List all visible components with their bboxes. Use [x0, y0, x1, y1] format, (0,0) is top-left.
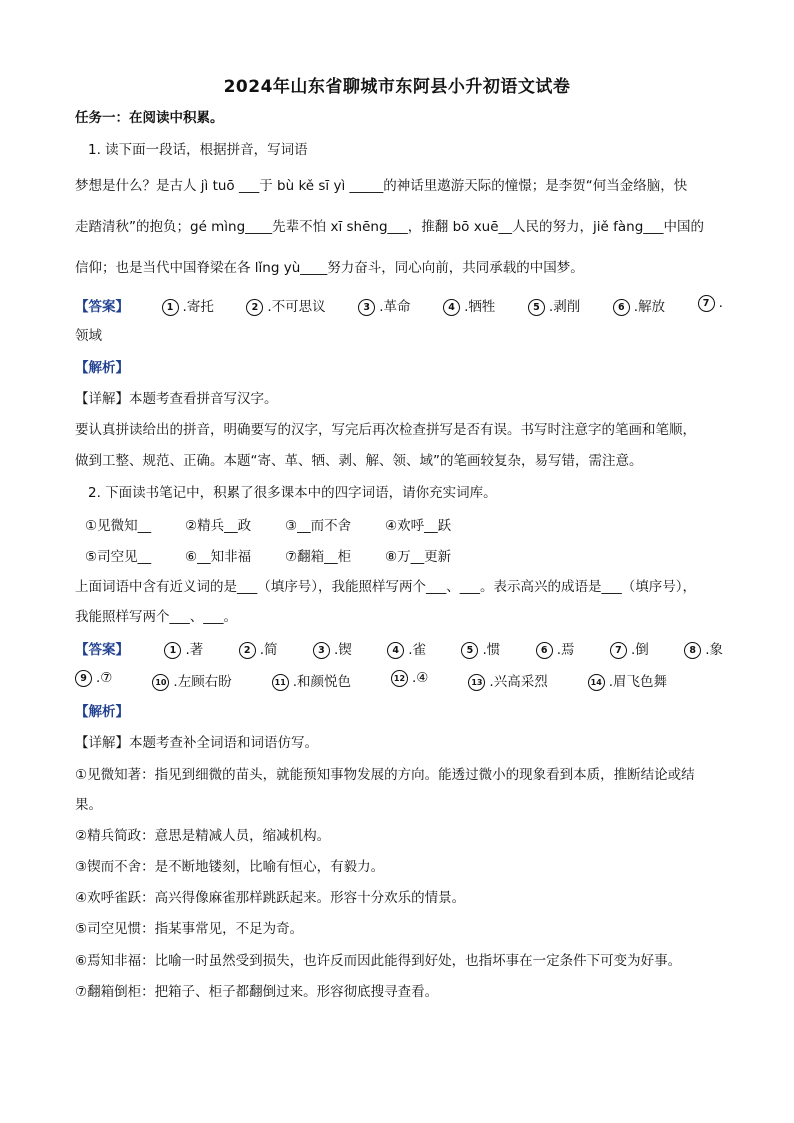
answer-item: 10 .左顾右盼	[152, 670, 231, 691]
answer-item: 5 .剥削	[528, 295, 580, 316]
number-icon: 2	[239, 642, 256, 659]
q1-detail: 【详解】本题考查看拼音写汉字。	[75, 391, 278, 407]
answer-item: 4 .雀	[387, 638, 426, 659]
q2-explain-1b: 果。	[75, 797, 102, 813]
q2-explain-7: ⑦翻箱倒柜：把箱子、柜子都翻倒过来。形容彻底搜寻查看。	[75, 984, 439, 1000]
q1-stem: 1. 读下面一段话，根据拼音，写词语	[88, 142, 308, 158]
answer-item: 11 .和颜悦色	[272, 670, 351, 691]
q1-passage-line2: 走踏清秋”的抱负；gé mìng____先辈不怕 xī shēng___，推翻 bō xuē__人民的努力，jiě fàng___中国的	[75, 219, 705, 235]
number-icon: 8	[684, 642, 701, 659]
number-icon: 10	[152, 674, 169, 691]
number-icon: 5	[461, 642, 478, 659]
word-item: ⑦翻箱__柜	[285, 549, 352, 565]
q2-explain-1a: ①见微知著：指见到细微的苗头，就能预知事物发展的方向。能透过微小的现象看到本质，推断结论或结	[75, 767, 695, 783]
number-icon: 14	[588, 674, 605, 691]
number-icon: 11	[272, 674, 289, 691]
number-icon: 7	[698, 295, 715, 312]
number-icon: 2	[246, 299, 263, 316]
answer-item: 9 .⑦	[75, 670, 112, 691]
answer-item: 14 .眉飞色舞	[588, 670, 667, 691]
q2-word-row1	[85, 514, 485, 534]
q2-explain-3: ③锲而不舍：是不断地镂刻，比喻有恒心，有毅力。	[75, 859, 385, 875]
word-item: ⑧万__更新	[385, 549, 452, 565]
answer-item: 8 .象	[684, 638, 723, 659]
answer-item: 4 .牺牲	[443, 295, 495, 316]
word-item: ⑥__知非福	[185, 549, 252, 565]
answer-item: 1 .寄托	[162, 295, 214, 316]
number-icon: 3	[313, 642, 330, 659]
answer-item: 7 .	[698, 295, 723, 316]
answer-item: 2 .简	[239, 638, 278, 659]
number-icon: 1	[162, 299, 179, 316]
answer-item: 12 .④	[391, 670, 428, 691]
number-icon: 1	[164, 642, 181, 659]
number-icon: 4	[387, 642, 404, 659]
q2-prompt-line2: 我能照样写两个___、___。	[75, 609, 237, 625]
number-icon: 13	[468, 674, 485, 691]
word-item: ⑤司空见__	[85, 549, 152, 565]
answer-item: 6 .焉	[536, 638, 575, 659]
answer-item: 5 .惯	[461, 638, 500, 659]
number-icon: 5	[528, 299, 545, 316]
q2-explain-6: ⑥焉知非福：比喻一时虽然受到损失，也许反而因此能得到好处，也指坏事在一定条件下可变为好事。	[75, 953, 682, 969]
q2-detail: 【详解】本题考查补全词语和词语仿写。	[75, 735, 318, 751]
q2-explain-5: ⑤司空见惯：指某事常见，不足为奇。	[75, 921, 304, 937]
analysis-tag: 【解析】	[75, 360, 129, 376]
q1-passage-line3: 信仰；也是当代中国脊梁在各 lǐng yù____努力奋斗，同心向前，共同承载的中国梦。	[75, 260, 584, 276]
number-icon: 9	[75, 670, 92, 687]
q2-explain-2: ②精兵简政：意思是精减人员，缩减机构。	[75, 828, 331, 844]
answer-item: 13 .兴高采烈	[468, 670, 547, 691]
q1-explain-line2: 做到工整、规范、正确。本题“寄、革、牺、剥、解、领、域”的笔画较复杂，易写错，需注意。	[75, 453, 643, 469]
number-icon: 12	[391, 670, 408, 687]
q2-word-row2	[85, 545, 485, 565]
answer-item: 3 .锲	[313, 638, 352, 659]
q1-answer-continued: 领域	[75, 328, 102, 344]
task-heading: 任务一：在阅读中积累。	[75, 110, 224, 126]
q2-answer-row1	[75, 638, 723, 659]
answer-item: 3 .革命	[358, 295, 410, 316]
q2-prompt-line1: 上面词语中含有近义词的是___（填序号），我能照样写两个___、___。表示高兴的成语是___（填序号），	[75, 579, 696, 595]
q2-stem: 2. 下面读书笔记中，积累了很多课本中的四字词语，请你充实词库。	[88, 485, 497, 501]
answer-item: 7 .倒	[610, 638, 649, 659]
answer-item: 2 .不可思议	[246, 295, 325, 316]
page-title: 2024年山东省聊城市东阿县小升初语文试卷	[223, 77, 571, 97]
q1-explain-line1: 要认真拼读给出的拼音，明确要写的汉字，写完后再次检查拼写是否有误。书写时注意字的笔画和笔顺，	[75, 422, 696, 438]
number-icon: 4	[443, 299, 460, 316]
q1-answer-row	[75, 295, 723, 316]
q2-answer-row2	[75, 670, 667, 691]
answer-item: 1 .著	[164, 638, 203, 659]
number-icon: 3	[358, 299, 375, 316]
answer-tag: 【答案】	[75, 642, 129, 658]
word-item: ④欢呼__跃	[385, 518, 452, 534]
answer-item: 6 .解放	[613, 295, 665, 316]
analysis-tag: 【解析】	[75, 704, 129, 720]
answer-tag: 【答案】	[75, 299, 129, 315]
q1-passage-line1: 梦想是什么？是古人 jì tuō ___于 bù kě sī yì _____的神话里遨游天际的憧憬；是李贺“何当金络脑，快	[75, 178, 688, 194]
q2-explain-4: ④欢呼雀跃：高兴得像麻雀那样跳跃起来。形容十分欢乐的情景。	[75, 890, 466, 906]
number-icon: 6	[613, 299, 630, 316]
word-item: ①见微知__	[85, 518, 152, 534]
number-icon: 6	[536, 642, 553, 659]
number-icon: 7	[610, 642, 627, 659]
word-item: ③__而不舍	[285, 518, 352, 534]
word-item: ②精兵__政	[185, 518, 252, 534]
